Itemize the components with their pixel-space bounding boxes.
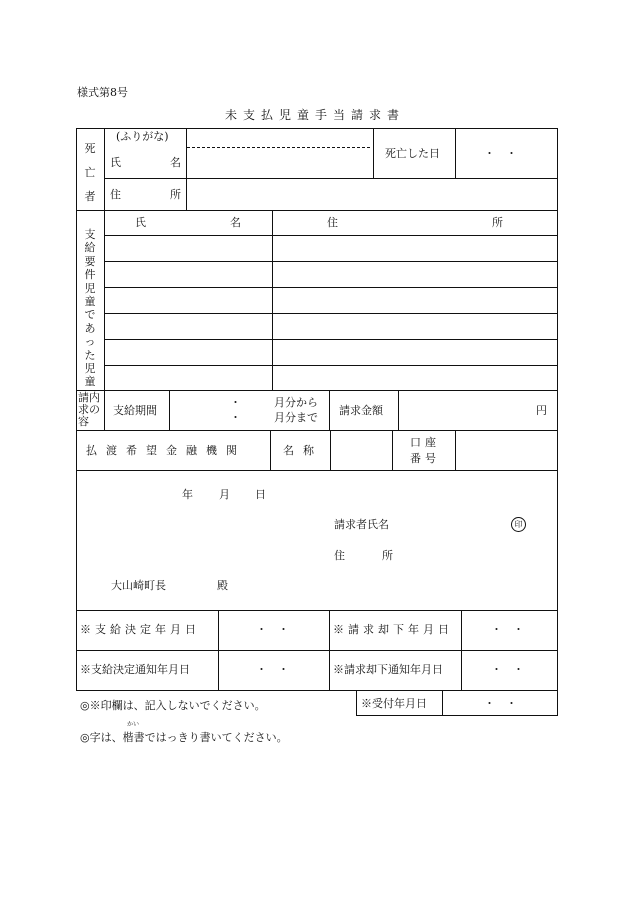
claimant-name-label: 請求者氏名 bbox=[334, 518, 389, 531]
deceased-name-label-2: 名 bbox=[170, 156, 181, 169]
ruby-kai: かい bbox=[127, 721, 140, 728]
claimant-address-label-2: 所 bbox=[382, 549, 393, 562]
rejection-date-label: ※請求却下年月日 bbox=[333, 623, 453, 636]
note-print-clearly: ◎字は、楷書ではっきり書いてください。 bbox=[80, 731, 288, 744]
deceased-address-input[interactable] bbox=[188, 180, 556, 209]
payment-decision-date-label: ※支給決定年月日 bbox=[80, 623, 200, 636]
account-label-2: 番号 bbox=[410, 452, 440, 465]
deceased-section-label: 死亡者 bbox=[84, 142, 96, 203]
claim-label-part2: 求の容 bbox=[78, 403, 100, 428]
rejection-notice-date-label: ※請求却下通知年月日 bbox=[333, 663, 443, 676]
seal-mark: 印 bbox=[511, 517, 526, 532]
receipt-date-label: ※受付年月日 bbox=[361, 697, 427, 710]
account-label-1: 口座 bbox=[410, 436, 440, 449]
children-name-header-2: 名 bbox=[230, 216, 241, 229]
payment-notice-date-label: ※支給決定通知年月日 bbox=[80, 663, 190, 676]
period-from-label: 月分から bbox=[274, 396, 318, 409]
period-from-dot: ・ bbox=[230, 396, 241, 409]
bank-name-label: 名称 bbox=[283, 444, 323, 457]
claimant-address-label-1: 住 bbox=[334, 549, 345, 562]
receipt-date-field[interactable]: ・ ・ bbox=[484, 697, 517, 710]
note-office-use: ◎※印欄は、記入しないでください。 bbox=[80, 699, 266, 712]
bank-name-input[interactable] bbox=[332, 432, 391, 469]
form-title: 未支払児童手当請求書 bbox=[224, 108, 405, 122]
deceased-name-label-1: 氏 bbox=[110, 156, 121, 169]
children-section-label: 支給要件児童であった児童 bbox=[84, 228, 96, 389]
payment-period-label: 支給期間 bbox=[113, 404, 157, 417]
date-month-label: 月 bbox=[219, 488, 230, 501]
period-to-label: 月分まで bbox=[274, 411, 318, 424]
children-address-header-2: 所 bbox=[492, 216, 503, 229]
period-to-dot: ・ bbox=[230, 411, 241, 424]
date-day-label: 日 bbox=[255, 488, 266, 501]
death-date-label: 死亡した日 bbox=[385, 147, 440, 160]
furigana-label: (ふりがな) bbox=[116, 130, 169, 143]
claim-amount-input[interactable] bbox=[400, 392, 530, 429]
rejection-notice-date-field[interactable]: ・ ・ bbox=[491, 663, 524, 676]
children-name-header-1: 氏 bbox=[135, 216, 146, 229]
claim-amount-label: 請求金額 bbox=[339, 404, 383, 417]
form-number: 様式第8号 bbox=[77, 86, 128, 99]
deceased-name-input[interactable] bbox=[188, 150, 372, 177]
payment-notice-date-field[interactable]: ・ ・ bbox=[256, 663, 289, 676]
payment-decision-date-field[interactable]: ・ ・ bbox=[256, 623, 289, 636]
account-number-input[interactable] bbox=[457, 432, 556, 469]
rejection-date-field[interactable]: ・ ・ bbox=[491, 623, 524, 636]
death-date-field[interactable]: ・ ・ bbox=[484, 147, 517, 160]
bank-institution-label: 払渡希望金融機関 bbox=[86, 444, 246, 457]
deceased-address-label-1: 住 bbox=[110, 188, 121, 201]
claim-label-part1: 請内 bbox=[78, 391, 100, 404]
claim-content-label bbox=[78, 392, 104, 428]
date-year-label: 年 bbox=[182, 488, 193, 501]
children-address-header-1: 住 bbox=[327, 216, 338, 229]
honorific-label: 殿 bbox=[217, 579, 228, 592]
addressee-label: 大山崎町長 bbox=[111, 579, 166, 592]
deceased-address-label-2: 所 bbox=[170, 188, 181, 201]
yen-unit: 円 bbox=[536, 404, 547, 417]
